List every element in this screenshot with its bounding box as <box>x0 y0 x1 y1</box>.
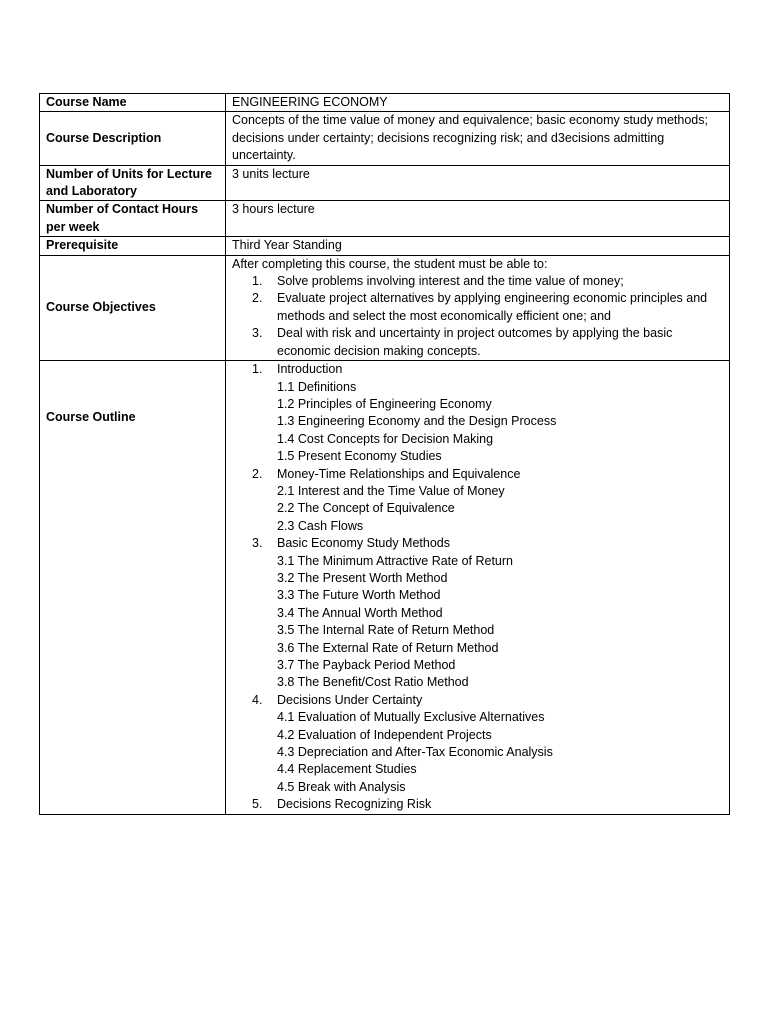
outline-topic-number: 2. <box>252 466 263 481</box>
outline-subtopic: 1.2 Principles of Engineering Economy <box>277 396 492 411</box>
outline-subtopic: 1.3 Engineering Economy and the Design Process <box>277 414 557 429</box>
outline-topic <box>232 535 723 552</box>
course-name-label: Course Name <box>40 94 226 112</box>
objective-text: Evaluate project alternatives by applying engineering economic principles and methods and select the most economically efficient one; and <box>277 291 708 323</box>
outline-subtopic: 2.2 The Concept of Equivalence <box>277 501 455 516</box>
outline-subtopic: 2.1 Interest and the Time Value of Money <box>277 483 505 498</box>
outline-subtopic: 3.7 The Payback Period Method <box>277 658 456 672</box>
objective-text: Solve problems involving interest and the time value of money; <box>277 274 624 289</box>
prerequisite-row <box>40 237 730 255</box>
outline-topic <box>232 692 723 709</box>
outline-cell <box>226 361 730 815</box>
outline-topic <box>232 466 723 483</box>
outline-topic-number: 4. <box>252 692 263 707</box>
objectives-list <box>232 273 723 360</box>
outline-list <box>232 361 723 814</box>
outline-label: Course Outline <box>40 361 226 815</box>
prerequisite-value: Third Year Standing <box>226 237 730 255</box>
objectives-intro: After completing this course, the student must be able to: <box>232 256 548 271</box>
contact-hours-row <box>40 201 730 237</box>
outline-subtopic: 3.4 The Annual Worth Method <box>277 605 443 620</box>
objective-item <box>232 325 723 360</box>
course-syllabus-table <box>39 93 730 815</box>
outline-subtopic: 1.1 Definitions <box>277 379 357 394</box>
course-description-value: Concepts of the time value of money and equivalence; basic economy study methods; decisions under certainty; decisions recognizing risk; and d3ecisions admitting uncertainty. <box>226 112 730 165</box>
objectives-cell <box>226 255 730 360</box>
objective-text: Deal with risk and uncertainty in project outcomes by applying the basic economic decision making concepts. <box>277 326 673 358</box>
objective-number: 2. <box>252 291 263 306</box>
outline-subtopic: 4.3 Depreciation and After-Tax Economic Analysis <box>277 745 553 760</box>
units-row <box>40 165 730 201</box>
outline-topic-number: 5. <box>252 797 263 812</box>
outline-subtopic: 4.4 Replacement Studies <box>277 762 417 777</box>
contact-hours-label: Number of Contact Hours per week <box>40 201 226 237</box>
objective-number: 1. <box>252 274 263 289</box>
outline-subtopic: 3.3 The Future Worth Method <box>277 588 441 603</box>
outline-row <box>40 361 730 815</box>
outline-subtopic: 3.2 The Present Worth Method <box>277 570 448 585</box>
outline-subtopic: 1.5 Present Economy Studies <box>277 449 442 464</box>
prerequisite-label: Prerequisite <box>40 237 226 255</box>
outline-subtopic: 4.2 Evaluation of Independent Projects <box>277 727 492 742</box>
outline-topic <box>232 796 723 813</box>
units-value: 3 units lecture <box>226 165 730 201</box>
outline-topic-title: Decisions Recognizing Risk <box>277 797 432 812</box>
outline-topic-title: Decisions Under Certainty <box>277 692 423 707</box>
objective-item <box>232 290 723 325</box>
outline-topic-number: 1. <box>252 362 263 377</box>
outline-subtopic: 3.8 The Benefit/Cost Ratio Method <box>277 675 469 690</box>
units-label: Number of Units for Lecture and Laboratory <box>40 165 226 201</box>
objectives-label: Course Objectives <box>40 255 226 360</box>
objectives-row <box>40 255 730 360</box>
outline-topic-title: Money-Time Relationships and Equivalence <box>277 466 521 481</box>
outline-subtopic: 2.3 Cash Flows <box>277 518 364 533</box>
outline-topic <box>232 361 723 378</box>
outline-subtopic: 3.1 The Minimum Attractive Rate of Return <box>277 553 513 568</box>
objective-number: 3. <box>252 326 263 341</box>
outline-subtopic: 1.4 Cost Concepts for Decision Making <box>277 431 494 446</box>
course-description-label: Course Description <box>40 112 226 165</box>
outline-subtopic: 3.5 The Internal Rate of Return Method <box>277 623 495 638</box>
objective-item <box>232 273 723 290</box>
outline-subtopic: 4.1 Evaluation of Mutually Exclusive Alternatives <box>277 710 545 725</box>
outline-subtopic: 4.5 Break with Analysis <box>277 779 406 794</box>
outline-subtopic: 3.6 The External Rate of Return Method <box>277 640 499 655</box>
outline-topic-number: 3. <box>252 536 263 551</box>
course-name-row <box>40 94 730 112</box>
contact-hours-value: 3 hours lecture <box>226 201 730 237</box>
outline-topic-title: Basic Economy Study Methods <box>277 536 450 551</box>
course-name-value: ENGINEERING ECONOMY <box>226 94 730 112</box>
outline-topic-title: Introduction <box>277 362 343 377</box>
course-description-row <box>40 112 730 165</box>
